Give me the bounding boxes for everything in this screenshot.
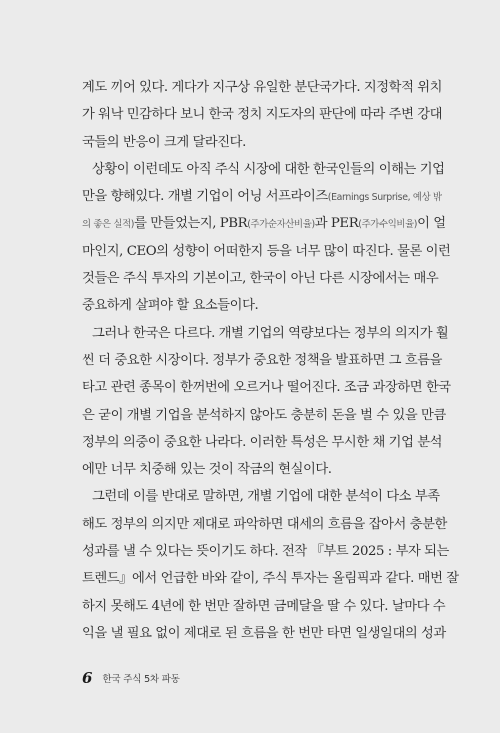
text-line: 정부의 의중이 중요한 나라다. 이러한 특성은 무시한 채 기업 분석 bbox=[82, 434, 443, 450]
text-line: 가 워낙 민감하다 보니 한국 정치 지도자의 판단에 따라 주변 강대 bbox=[82, 107, 443, 123]
running-title: 한국 주식 5차 파동 bbox=[102, 674, 180, 685]
text-line: 그런데 이를 반대로 말하면, 개별 기업에 대한 분석이 다소 부족 bbox=[92, 489, 440, 505]
text-run: 를 만들었는지, PBR bbox=[134, 216, 248, 232]
annotation-text: (주가수익비율) bbox=[358, 219, 418, 231]
text-line: 국들의 반응이 크게 달라진다. bbox=[82, 134, 246, 150]
text-line bbox=[82, 210, 446, 237]
text-line: 씬 더 중요한 시장이다. 정부가 중요한 정책을 발표하면 그 흐름을 bbox=[82, 352, 443, 368]
text-line: 계도 끼어 있다. 게다가 지구상 유일한 분단국가다. 지정학적 위치 bbox=[82, 80, 443, 95]
annotation-text: (Earnings Surprise, 예상 밖 bbox=[327, 192, 442, 204]
annotation-text: 의 좋은 실적) bbox=[82, 219, 135, 231]
text-line: 성과를 낼 수 있다는 뜻이기도 하다. 전작 『부트 2025 : 부자 되는 bbox=[82, 544, 449, 560]
text-line: 마인지, CEO의 성향이 어떠한지 등을 너무 많이 따진다. 물론 이런 bbox=[82, 243, 451, 259]
page-number: 6 bbox=[82, 669, 93, 687]
text-line: 상황이 이런데도 아직 주식 시장에 대한 한국인들의 이해는 기업 bbox=[92, 161, 445, 177]
text-line: 하지 못해도 4년에 한 번만 잘하면 금메달을 딸 수 있다. 날마다 수 bbox=[82, 598, 446, 614]
text-run: 과 PER bbox=[314, 216, 359, 232]
text-run: 이 얼 bbox=[417, 216, 446, 232]
page-footer bbox=[82, 668, 180, 688]
text-line: 타고 관련 종목이 한꺼번에 오르거나 떨어진다. 조금 과장하면 한국 bbox=[82, 380, 451, 396]
annotation-text: (주가순자산비율) bbox=[247, 219, 315, 231]
text-line: 트렌드』에서 언급한 바와 같이, 주식 투자는 올림픽과 같다. 매번 잘 bbox=[82, 571, 459, 587]
body-text bbox=[82, 74, 459, 647]
text-line bbox=[82, 183, 442, 210]
text-line: 해도 정부의 의지만 제대로 파악하면 대세의 흐름을 잡아서 충분한 bbox=[82, 516, 447, 532]
text-line: 에만 너무 치중해 있는 것이 작금의 현실이다. bbox=[82, 462, 332, 478]
text-line: 그러나 한국은 다르다. 개별 기업의 역량보다는 정부의 의지가 훨 bbox=[92, 325, 449, 341]
text-line: 익을 낼 필요 없이 제대로 된 흐름을 한 번만 타면 일생일대의 성과 bbox=[82, 625, 446, 641]
text-run: 만을 향해있다. 개별 기업이 어닝 서프라이즈 bbox=[82, 189, 328, 205]
text-line: 중요하게 살펴야 할 요소들이다. bbox=[82, 298, 259, 314]
text-line: 은 굳이 개별 기업을 분석하지 않아도 충분히 돈을 벌 수 있을 만큼 bbox=[82, 407, 446, 423]
text-line: 것들은 주식 투자의 기본이고, 한국이 아닌 다른 시장에서는 매우 bbox=[82, 271, 439, 287]
